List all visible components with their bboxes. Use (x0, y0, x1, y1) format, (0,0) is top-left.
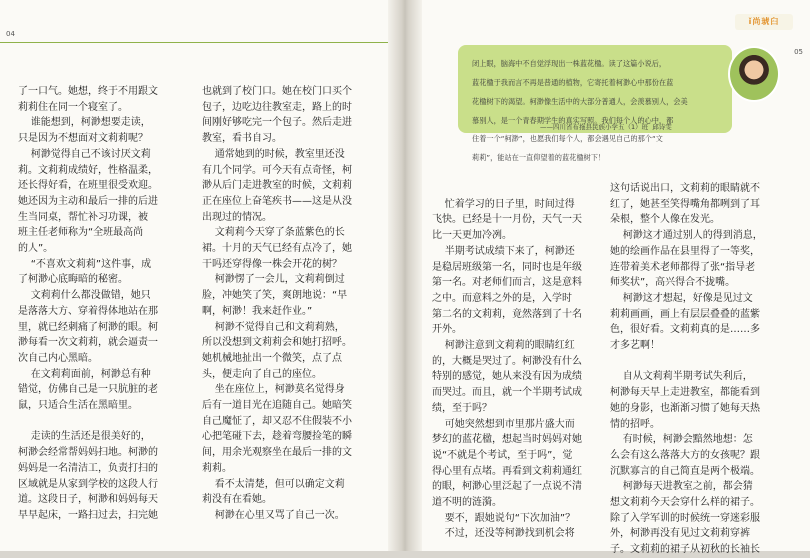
text-line: 开外。 (432, 324, 462, 336)
author-avatar (728, 46, 780, 102)
text-line: 她机械地扯出一个微笑，点了点 (202, 352, 342, 364)
text-line (610, 354, 782, 370)
text-line: 头，便走向了自己的座位。 (202, 368, 322, 380)
text-line (432, 181, 592, 197)
text-line: 也就到了校门口。她在校门口买个 (202, 86, 352, 97)
text-line: 只是因为不想面对文莉莉呢？ (18, 133, 148, 145)
text-line: 文莉莉什么都没做错，她只 (18, 290, 151, 302)
text-line: 莉莉画画，画上有层层叠叠的蓝紫 (610, 308, 760, 320)
text-line: 道不明的涟漪。 (432, 497, 502, 509)
text-line: 干吗还穿得像一株会开花的树？ (202, 258, 342, 270)
text-line: 是稳居班级第一名，同时也是年级 (432, 261, 582, 273)
text-line: 班主任老师称为“全班最高尚 (18, 227, 144, 239)
text-line: 梦幻的蓝花楹，想起当时妈妈对她 (432, 434, 582, 446)
text-line: 柯渺觉得自己不该讨厌文莉 (18, 148, 151, 160)
intro-line: 住着一个“柯渺”，也愿我们每个人，都会遇见自己的那个“文 (472, 134, 663, 144)
text-line: 柯渺愣了一会儿，文莉莉倒过 (202, 274, 345, 286)
text-line: 谁能想到，柯渺想要走读， (18, 117, 151, 129)
text-line: 飞快。已经是十一月份，天气一天 (432, 214, 582, 226)
text-line: 得心里有点堵。再看到文莉莉通红 (432, 465, 582, 477)
text-line: “不喜欢文莉莉”这件事，成 (18, 258, 152, 270)
text-line: 连带着美术老师都得了张“指导老 (610, 261, 756, 273)
text-line: 她还因为主动和最后一排的后进 (18, 195, 158, 207)
text-line: 柯渺这才想起，好像是见过文 (610, 292, 753, 304)
text-line: 特别的感觉，她从来没有因为成绩 (432, 371, 582, 383)
page-number-right: 05 (794, 48, 803, 56)
left-page-column-2 (202, 84, 372, 524)
text-line: 脸，冲她笑了笑，爽朗地说：“早 (202, 290, 348, 302)
text-line: 莉没有在看她。 (202, 494, 272, 506)
text-line: 通常她到的时候，教室里还没 (202, 148, 345, 160)
text-line: 渺每看一次文莉莉，就会逼责一 (18, 337, 158, 349)
text-line: 文莉莉今天穿了条蓝紫色的长 (202, 227, 345, 239)
text-line: 忙着学习的日子里，时间过得 (432, 198, 575, 210)
text-line: 她的身影，也渐渐习惯了她每天热 (610, 402, 760, 414)
text-line: 看不太清楚，但可以确定文莉 (202, 478, 345, 490)
right-page-column-2 (610, 181, 782, 558)
text-line: 莉莉住在同一个寝室了。 (18, 101, 128, 113)
text-line: 柯渺会经常帮妈妈扫地。柯渺的 (18, 447, 158, 459)
text-line: 不过，还没等柯渺找到机会将 (432, 528, 575, 540)
text-line: 情的招呼。 (610, 418, 660, 430)
intro-text (472, 51, 718, 171)
text-line: 子。文莉莉的裙子从初秋的长袖长 (610, 544, 760, 556)
text-line: 的眼，柯渺心里泛起了一点说不清 (432, 481, 582, 493)
text-line: 红了，她甚至笑得嘴角都咧到了耳 (610, 198, 760, 210)
text-line: 柯渺这才通过别人的得到消息， (610, 230, 763, 242)
text-line: 莉莉。 (202, 462, 232, 474)
text-line: 里，就已经刺痛了柯渺的眼。柯 (18, 321, 158, 333)
text-line: 鼠，只适合生活在黑暗里。 (18, 400, 138, 412)
text-line: 外，柯渺再没有见过文莉莉穿裤 (610, 528, 750, 540)
text-line: 了一口气。她想，终于不用跟文 (18, 86, 158, 97)
text-line: 教室，看书自习。 (202, 133, 282, 145)
text-line: 可她突然想到市里那片盛大而 (432, 418, 575, 430)
page-number-left: 04 (6, 30, 15, 38)
text-line (18, 414, 186, 430)
text-line: 师奖状”，高兴得合不拢嘴。 (610, 277, 736, 289)
text-line: 后有一道目光在追随自己。她暗笑 (202, 400, 352, 412)
text-line: 而哭过。而且，就一个半期考试成 (432, 387, 582, 399)
text-line: 妈妈是一名清洁工，负责打扫的 (18, 462, 158, 474)
text-line: 想文莉莉今天会穿什么样的裙子。 (610, 497, 760, 509)
text-line: 还长得好看，在班里很受欢迎。 (18, 180, 158, 192)
magazine-logo: ǐ尚琥臼 (735, 14, 793, 30)
intro-line: 莉莉”，能站在一直仰望着的蓝花楹树下！ (472, 153, 606, 163)
left-page-column-1 (18, 84, 186, 524)
text-line: 包子，边吃边往教室走，路上的时 (202, 101, 352, 113)
text-line: 的，大概是哭过了。柯渺没有什么 (432, 355, 582, 367)
text-line: 柯渺每天进教室之前，都会猜 (610, 481, 753, 493)
header-rule (0, 42, 392, 43)
text-line: 所以没想到文莉莉会和她打招呼。 (202, 337, 352, 349)
text-line: 柯渺每天早上走进教室，都能看到 (610, 387, 760, 399)
text-line: 心把笔碰下去，趁着弯腰捡笔的瞬 (202, 431, 352, 443)
text-line: 自从文莉莉半期考试失利后， (610, 371, 753, 383)
text-line: 有时候，柯渺会黯然地想：怎 (610, 434, 753, 446)
text-line: 坐在座位上，柯渺莫名觉得身 (202, 384, 345, 396)
text-line: 第一名。对老师们而言，这是意料 (432, 277, 582, 289)
text-line: 有几个同学。可今天有点奇怪，柯 (202, 164, 352, 176)
text-line: 渺从后门走进教室的时候，文莉莉 (202, 180, 352, 192)
text-line: 说“不就是个考试，至于吗”，觉 (432, 449, 573, 461)
text-line: 正在座位上奋笔疾书——这是从没 (202, 195, 352, 207)
text-line: 生当同桌，帮忙补习功课，被 (18, 211, 148, 223)
text-line: 间刚好够吃完一个包子。然后走进 (202, 117, 352, 129)
text-line: 走读的生活还是很美好的， (18, 431, 151, 443)
text-line: 错觉，仿佛自己是一只肮脏的老 (18, 384, 158, 396)
text-line: 沉默寡言的自己简直是两个极端。 (610, 465, 760, 477)
text-line: 这句话说出口，文莉莉的眼睛就不 (610, 183, 760, 194)
intro-line: 蓝花楹于我而言不再是普通的植物，它寄托着柯渺心中那份在蓝 (472, 77, 674, 87)
text-line: 她的绘画作品在县里得了一等奖， (610, 245, 760, 257)
text-line: 的人”。 (18, 243, 54, 255)
right-page-column-1 (432, 181, 592, 542)
text-line: 之中。而意料之外的是，入学时 (432, 292, 572, 304)
text-line: 才多艺啊！ (610, 340, 660, 352)
text-line: 比一天更加冷冽。 (432, 230, 512, 242)
text-line: 是落落大方、穿着得体地站在那 (18, 305, 158, 317)
text-line: 柯渺注意到文莉莉的眼睛红红 (432, 340, 575, 352)
text-line: 自己魔怔了，却又忍不住假装不小 (202, 415, 352, 427)
text-line: 道。这段日子，柯渺和妈妈每天 (18, 494, 158, 506)
text-line: 了柯渺心底晦暗的秘密。 (18, 274, 128, 286)
text-line: 裙。十月的天气已经有点冷了，她 (202, 243, 352, 255)
text-line: 除了入学军训的时候统一穿迷彩服 (610, 512, 760, 524)
text-line: 第二名的文莉莉，竟然落到了十名 (432, 308, 582, 320)
text-line: 绩，至于吗？ (432, 402, 492, 414)
text-line: 色，很好看。文莉莉真的是……多 (610, 324, 760, 336)
text-line: 柯渺在心里又骂了自己一次。 (202, 509, 345, 521)
intro-author: ——四川省布拖县民族小学五（1）班 邱诗雯 (540, 123, 672, 131)
intro-line: 花楹树下的渴望。柯渺像生活中的大部分普通人，会羡慕别人，会美 (472, 96, 688, 106)
text-line: 次自己内心黑暗。 (18, 352, 98, 364)
text-line: 早早起床，一路扫过去，扫完她 (18, 509, 158, 521)
book-gutter (388, 0, 422, 551)
text-line: 出现过的情况。 (202, 211, 272, 223)
intro-line: 闭上眼，脑海中不自觉浮现出一株蓝花楹。读了这篇小说后， (472, 59, 667, 69)
text-line: 在文莉莉面前，柯渺总有种 (18, 368, 151, 380)
intro-line: 慕别人，是一个青春期学生的真实写照。我们每个人的心中，都 (472, 115, 674, 125)
text-line: 区域就是从家到学校的这段人行 (18, 478, 158, 490)
text-line: 莉。文莉莉成绩好，性格温柔， (18, 164, 158, 176)
text-line: 柯渺不觉得自己和文莉莉熟， (202, 321, 345, 333)
text-line: 啊，柯渺！我来赶作业。” (202, 305, 313, 317)
text-line: 间，用余光观察坐在最后一排的文 (202, 447, 352, 459)
text-line: 朵根，整个人像在发光。 (610, 214, 720, 226)
text-line: 要不，跟她说句“下次加油”？ (432, 512, 576, 524)
text-line: 半期考试成绩下来了，柯渺还 (432, 245, 575, 257)
text-line: 么会有这么落落大方的女孩呢？跟 (610, 449, 760, 461)
